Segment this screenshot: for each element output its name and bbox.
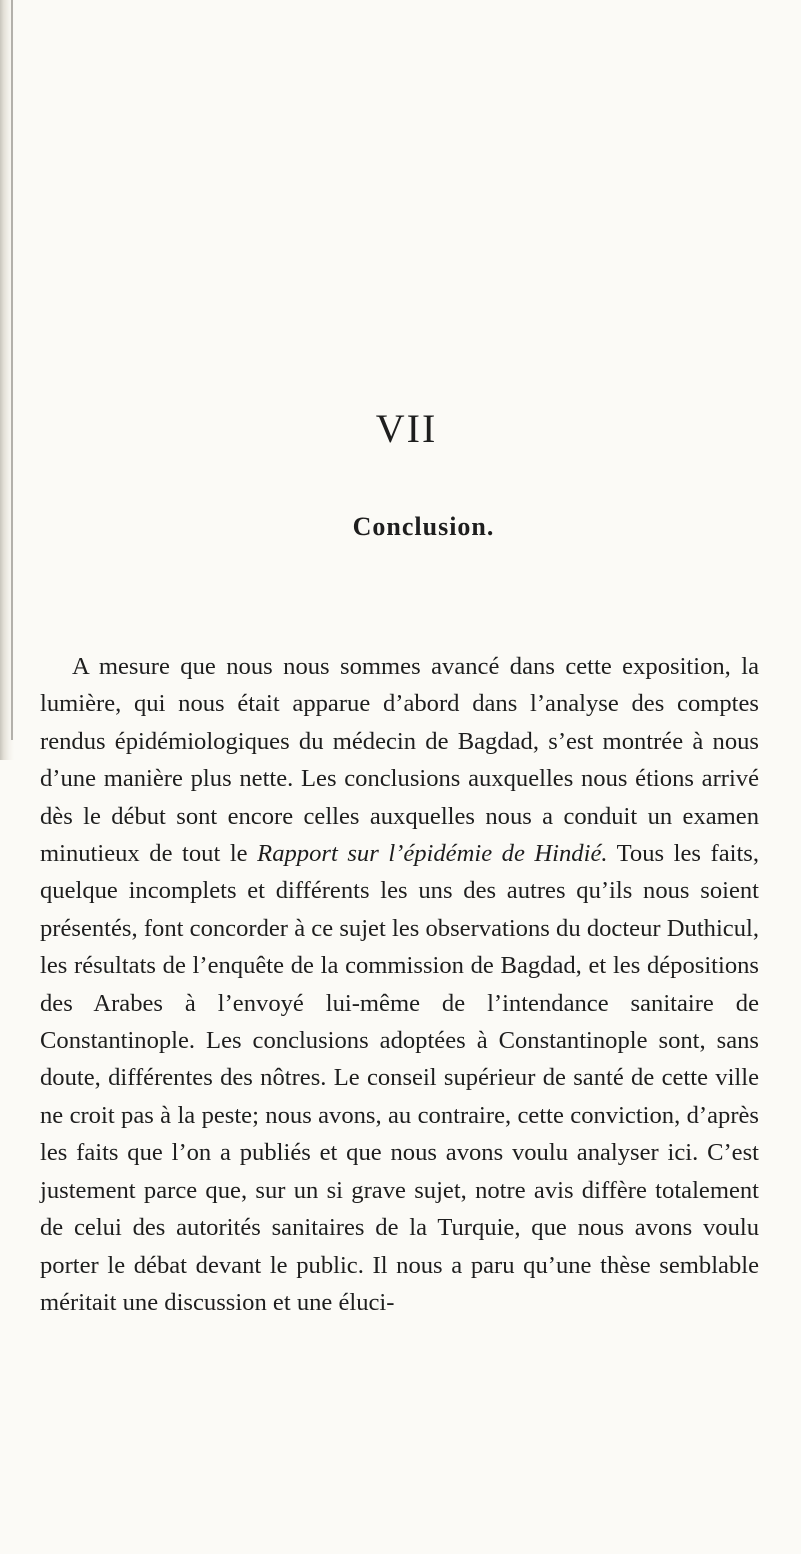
chapter-title: Conclusion. (352, 512, 495, 541)
chapter-number: VII (375, 406, 438, 451)
body-paragraph (40, 648, 759, 1321)
page-binding-line (11, 0, 13, 740)
report-title-italic: Rapport sur l’épidémie de Hindié. (257, 840, 608, 868)
paragraph-text-part1: A mesure que nous nous sommes avancé dans cette exposition, la lumière, qui nous était apparue d’abord dans l’analyse des comptes rendus épidémiologiques du médecin de Bagdad, s’est montrée à nous d’une manière plus nette. Les conclusions auxquelles nous étions arrivé dès le début sont encore celles auxquelles nous a conduit un examen minutieux de tout le (40, 653, 759, 868)
paragraph-text-part2: Tous les faits, quelque incomplets et différents les uns des autres qu’ils nous soient présentés, font concorder à ce sujet les observations du docteur Duthicul, les résultats de l’enquête de la commission de Bagdad, et les dépositions des Arabes à l’envoyé lui-même de l’intendance sanitaire de Constantinople. Les conclusions adoptées à Constantinople sont, sans doute, différentes des nôtres. Le conseil supérieur de santé de cette ville ne croit pas à la peste; nous avons, au contraire, cette conviction, d’après les faits que l’on a publiés et que nous avons voulu analyser ici. C’est justement parce que, sur un si grave sujet, notre avis diffère totalement de celui des autorités sanitaires de la Turquie, que nous avons voulu porter le débat devant le public. Il nous a paru qu’une thèse semblable méritait une discussion et une éluci- (40, 840, 759, 1316)
